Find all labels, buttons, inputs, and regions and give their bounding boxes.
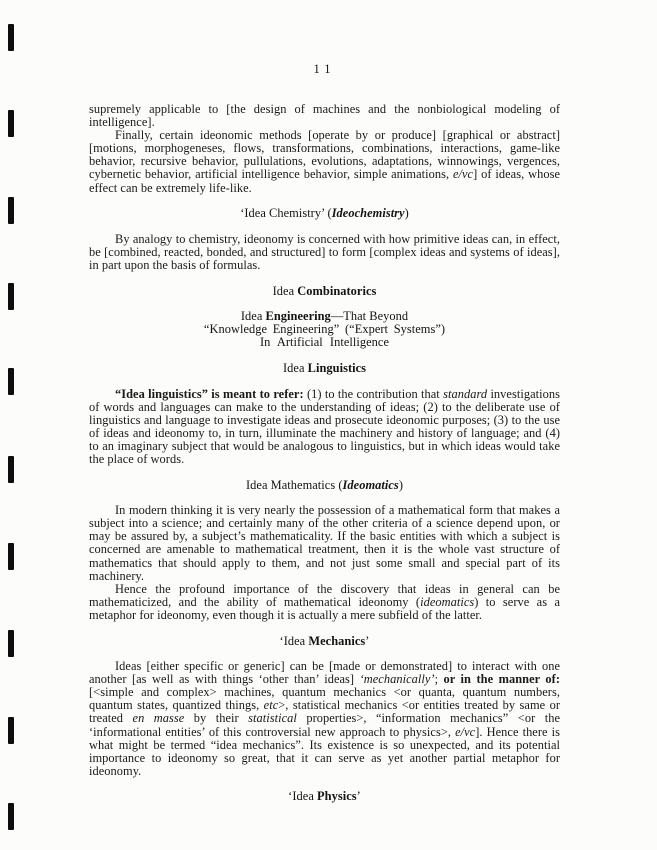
paragraph-ideas-interact: [89, 660, 560, 778]
text-run: —That Beyond: [330, 309, 409, 324]
paragraph-idea-linguistics: [89, 388, 560, 467]
text-run: ): [404, 206, 409, 221]
binding-mark: [8, 197, 14, 224]
text-run: Engineering: [265, 309, 331, 324]
heading-idea-mechanics: [89, 635, 560, 648]
text-run: ): [398, 477, 403, 492]
text-run: etc: [263, 698, 279, 713]
text-run: ) to serve as a metaphor for ideonomy, even though it is actually a mere subfield of the latter.: [89, 594, 561, 622]
heading-idea-mathematics: [89, 479, 560, 492]
text-run: ‘Idea: [288, 789, 318, 804]
text-run: Finally, certain ideonomic methods [operate by or produce] [graphical or abstract] [motions, morphogeneses, flows, transformations, combinations, interactions, game-like behavior, recursive behavior, pullulations, evolutions, adaptations, winnowings, vergences, cybernetic behavior, artificial intelligence behavior, simple animations,: [89, 128, 560, 182]
paragraph-modern-thinking: [89, 504, 560, 583]
heading-idea-linguistics: [89, 362, 560, 375]
text-run: ‘Idea Chemistry’ (: [240, 206, 332, 221]
binding-mark: [8, 543, 14, 570]
text-run: investigations of words and languages can make to the understanding of ideas; (2) to the deliberate use of linguistics and language to investigate ideas and prosecute ideonomic purposes; (3) to the use of ideas and ideonomy to, in turn, illuminate the machinery and history of language; and (4) to an imaginary subject that would be analogous to linguistics, but in which ideas would take the place of words.: [89, 386, 560, 466]
text-run: “Knowledge Engineering” (“Expert Systems”): [203, 322, 446, 337]
text-run: ‘Idea: [279, 633, 309, 648]
binding-mark: [8, 283, 14, 310]
text-run: In modern thinking it is very nearly the possession of a mathematical form that makes a subject into a science; and certainly many of the other criteria of a science depend upon, or may be assured by, a subject’s mathematicality. If the basic entities with which a subject is concerned are amenable to mathematical treatment, then it is the whole vast structure of mathematics that should apply to them, and not just some small and special part of its machinery.: [89, 503, 560, 583]
binding-mark: [8, 717, 14, 744]
text-run: ’: [365, 633, 370, 648]
paragraph-supremely-applicable: [89, 103, 560, 129]
page-content: [89, 103, 560, 816]
text-run: In Artificial Intelligence: [259, 335, 390, 350]
text-run: ] of ideas, whose effect can be extremely life-like.: [89, 167, 560, 195]
binding-mark: [8, 803, 14, 830]
page-number: 11: [313, 62, 336, 76]
text-run: ideomatics: [420, 594, 475, 609]
text-run: Mechanics: [308, 633, 366, 648]
text-run: standard: [443, 386, 488, 401]
text-run: Combinatorics: [297, 283, 377, 298]
text-run: Linguistics: [307, 360, 367, 375]
text-run: ]. Hence there is what might be termed “idea mechanics”. Its existence is so unexpected, and its potential importance to ideonomy so great, that it can serve as yet another partial metaphor for ideonomy.: [89, 724, 561, 778]
text-run: ‘mechanically’: [359, 672, 435, 687]
text-run: ;: [434, 672, 444, 687]
text-run: (1) to the contribution that: [303, 386, 444, 401]
text-run: properties>, “information mechanics” <or the ‘informational entities’ of this controversial new approach to physics>,: [89, 711, 561, 739]
heading-idea-engineering: [89, 310, 560, 349]
text-run: Idea: [240, 309, 266, 324]
text-run: Physics: [317, 789, 357, 804]
heading-idea-physics: [89, 790, 560, 803]
heading-idea-combinatorics: [89, 285, 560, 298]
binding-mark: [8, 630, 14, 657]
heading-idea-chemistry: [89, 207, 560, 220]
binding-mark: [8, 456, 14, 483]
text-run: Ideomatics: [342, 477, 399, 492]
binding-mark: [8, 368, 14, 395]
text-run: Ideas [either specific or generic] can be [made or demonstrated] to interact with one another [as well as with things ‘other than’ ideas]: [89, 659, 560, 687]
text-run: Idea: [272, 283, 298, 298]
text-run: Hence the profound importance of the discovery that ideas in general can be mathematicized, and the ability of mathematical ideonomy (: [89, 581, 560, 609]
text-run: e/vc: [455, 724, 476, 739]
text-run: statistical: [248, 711, 297, 726]
text-run: ’: [356, 789, 361, 804]
text-run: Idea: [282, 360, 308, 375]
text-run: By analogy to chemistry, ideonomy is concerned with how primitive ideas can, in effect, be [combined, reacted, bonded, and structured] to form [complex ideas and systems of ideas], in part upon the basis of formulas.: [89, 231, 560, 272]
paragraph-finally-methods: [89, 129, 560, 194]
text-run: e/vc: [452, 167, 474, 182]
text-run: Idea Mathematics (: [246, 477, 343, 492]
binding-mark: [8, 24, 14, 51]
text-run: Ideochemistry: [331, 206, 405, 221]
text-run: by their: [184, 711, 249, 726]
text-run: >, statistical mechanics <or entities treated by same or treated: [89, 698, 560, 726]
heading-idea-engineering-line-3: [89, 336, 560, 349]
paragraph-hence-importance: [89, 583, 560, 622]
binding-mark: [8, 110, 14, 137]
text-run: “Idea linguistics” is meant to refer:: [115, 386, 304, 401]
text-run: [<simple and complex> machines, quantum mechanics <or quanta, quantum numbers, quantum states, quantized things,: [89, 685, 560, 713]
text-run: supremely applicable to [the design of machines and the nonbiological modeling of intelligence].: [89, 102, 560, 130]
paragraph-analogy-chemistry: [89, 233, 560, 272]
text-run: en masse: [132, 711, 185, 726]
text-run: or in the manner of:: [443, 672, 561, 687]
